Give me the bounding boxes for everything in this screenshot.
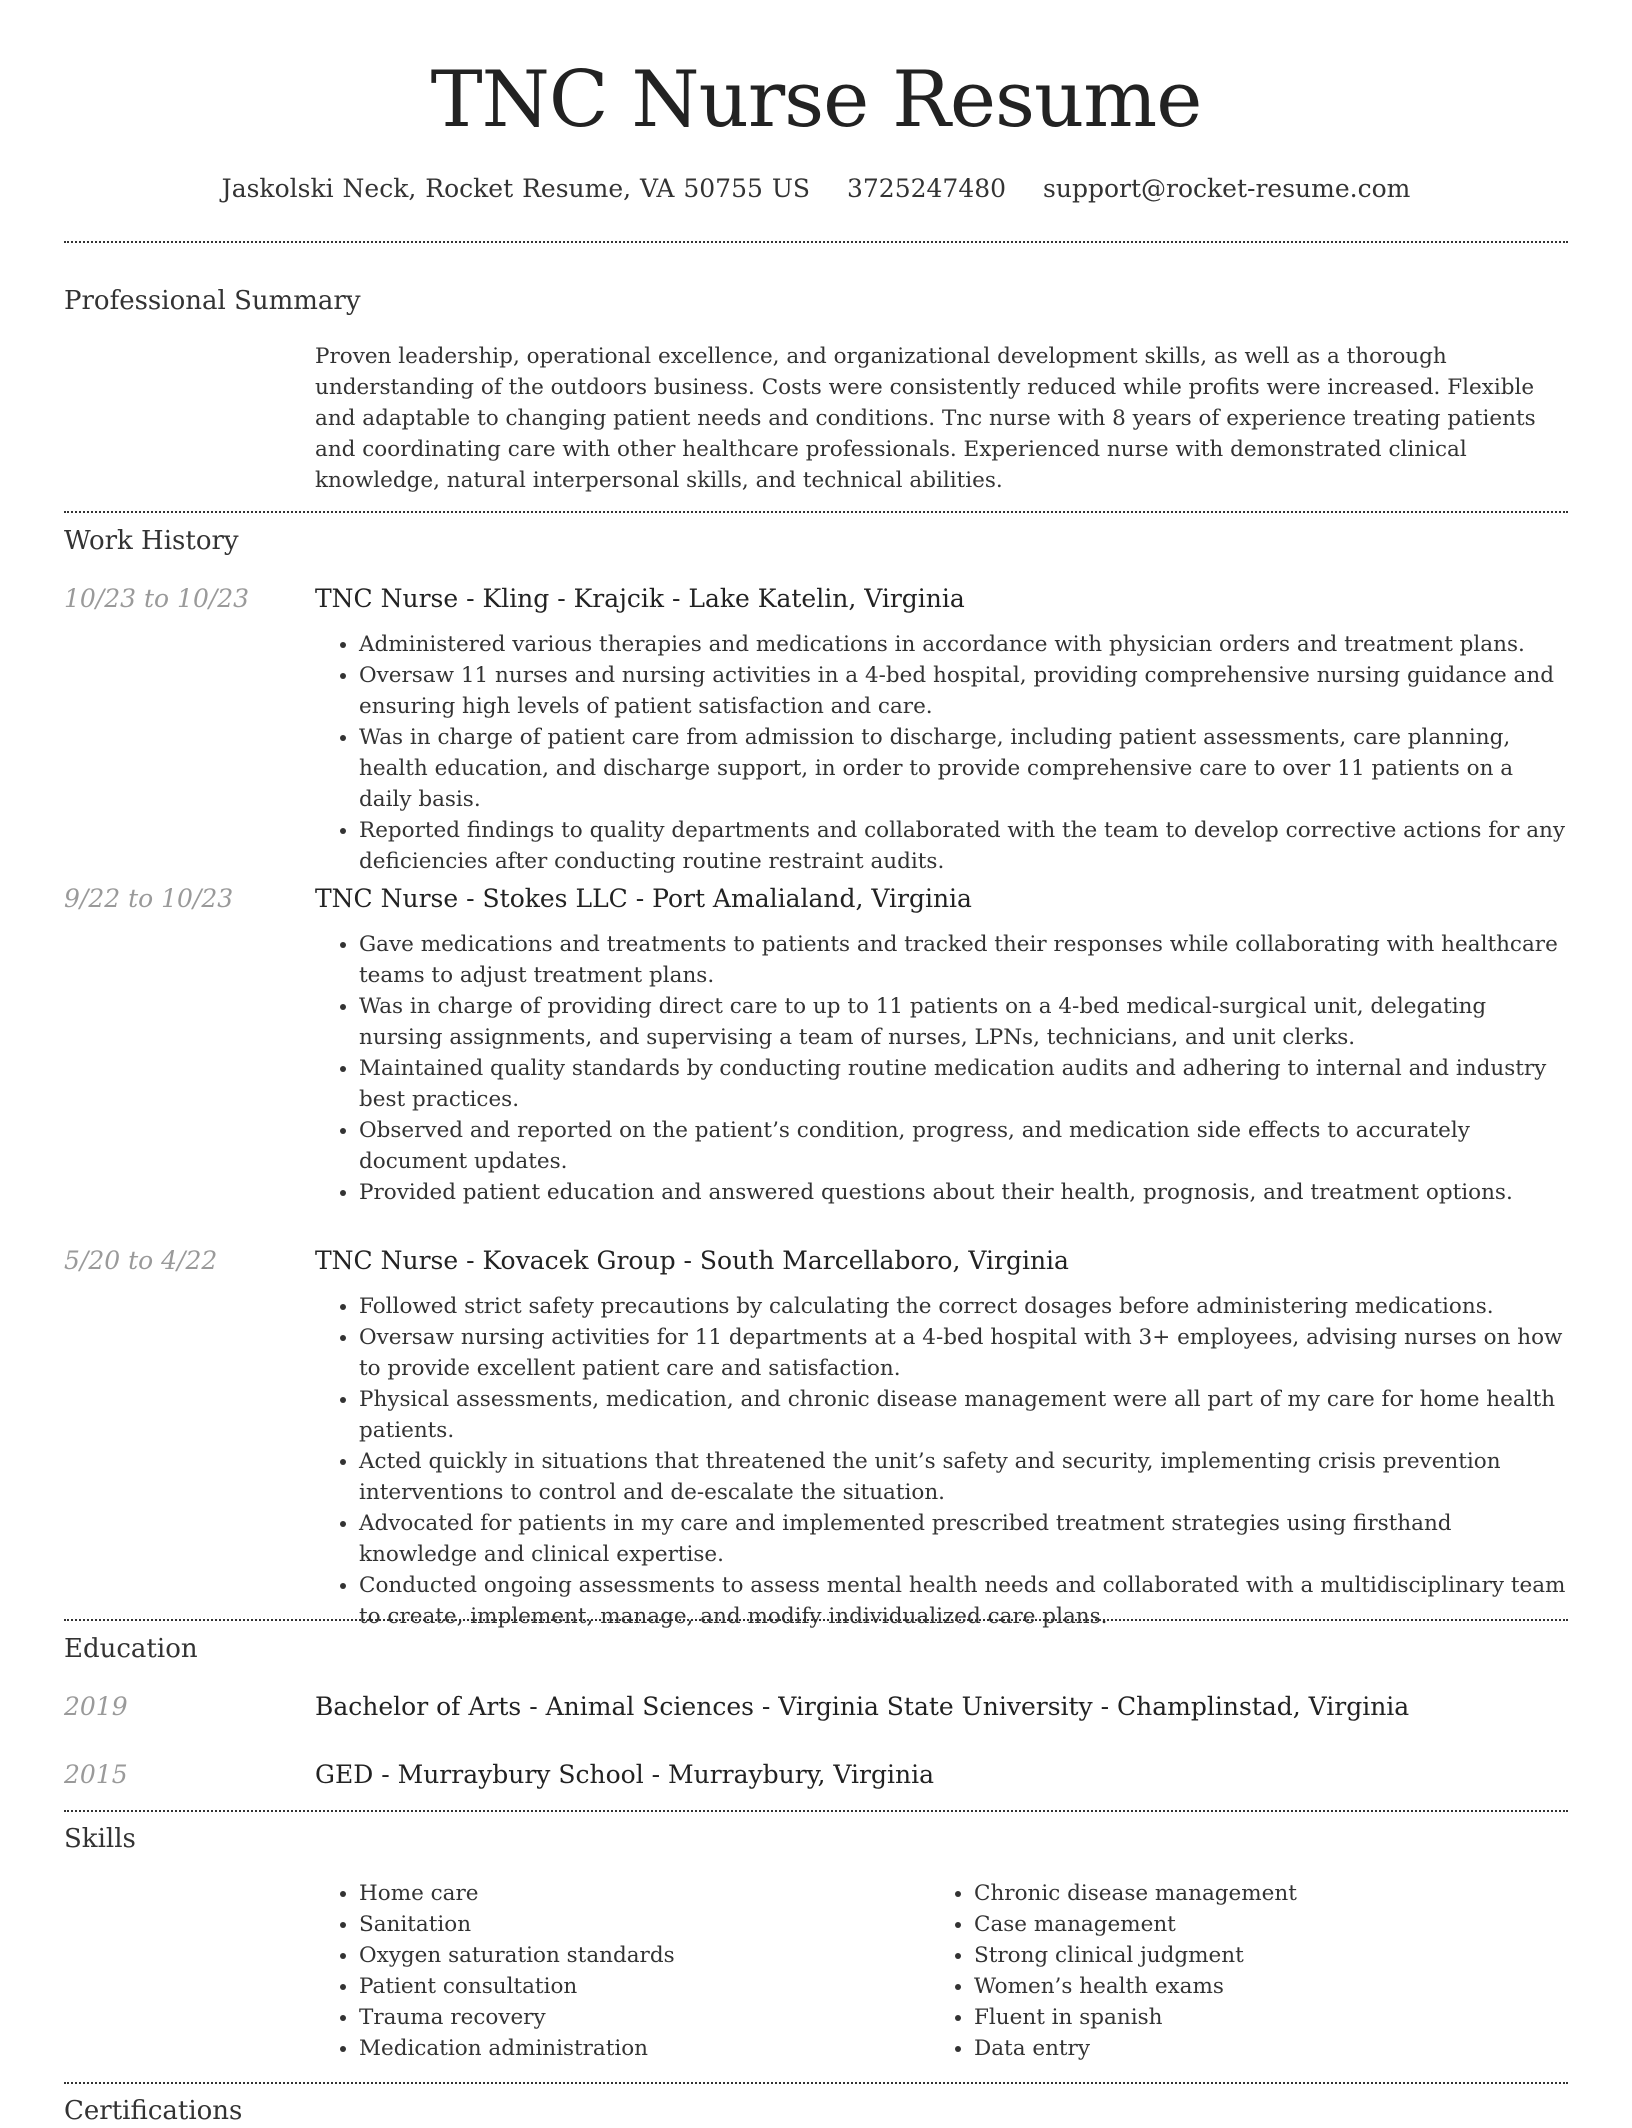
contact-phone: 3725247480	[847, 174, 1007, 203]
job-dates: 9/22 to 10/23	[64, 884, 234, 913]
section-title-work: Work History	[64, 526, 239, 556]
job-heading: TNC Nurse - Kovacek Group - South Marcellaboro, Virginia	[315, 1246, 1069, 1275]
job-bullet: • Conducted ongoing assessments to assess mental health needs and collaborated with a multidisciplinary team to create, implement, manage, and modify individualized care plans.	[359, 1570, 1568, 1632]
skills-list-right	[930, 1878, 1530, 2064]
job-heading: TNC Nurse - Stokes LLC - Port Amalialand, Virginia	[315, 884, 972, 913]
skill-item: • Chronic disease management	[974, 1878, 1530, 1909]
section-title-summary: Professional Summary	[64, 286, 361, 316]
education-entry: Bachelor of Arts - Animal Sciences - Virginia State University - Champlinstad, Virginia	[315, 1692, 1410, 1721]
job-bullets	[315, 1291, 1568, 1632]
job-bullet: • Was in charge of patient care from admission to discharge, including patient assessments, care planning, health education, and discharge support, in order to provide comprehensive care to over 11 patients on a daily basis.	[359, 722, 1568, 815]
divider	[64, 1619, 1568, 1621]
job-bullet: • Observed and reported on the patient’s condition, progress, and medication side effects to accurately document updates.	[359, 1115, 1568, 1177]
skill-item: • Data entry	[974, 2033, 1530, 2064]
section-title-certifications: Certifications	[64, 2096, 243, 2126]
summary-block	[315, 341, 1568, 496]
divider	[64, 511, 1568, 513]
job-dates: 5/20 to 4/22	[64, 1246, 218, 1275]
contact-address: Jaskolski Neck, Rocket Resume, VA 50755 US	[221, 174, 811, 203]
skill-item: • Strong clinical judgment	[974, 1940, 1530, 1971]
education-year: 2019	[64, 1692, 128, 1721]
divider	[64, 241, 1568, 243]
summary-text: Proven leadership, operational excellence, and organizational development skills, as well as a thorough understanding of the outdoors business. Costs were consistently reduced while profits were increased. Flexible and adaptable to changing patient needs and conditions. Tnc nurse with 8 years of experience treating patients and coordinating care with other healthcare professionals. Experienced nurse with demonstrated clinical knowledge, natural interpersonal skills, and technical abilities.	[315, 344, 1536, 493]
job-entry	[315, 582, 1568, 877]
skill-item: • Medication administration	[359, 2033, 915, 2064]
skill-item: • Oxygen saturation standards	[359, 1940, 915, 1971]
divider	[64, 2082, 1568, 2084]
section-title-skills: Skills	[64, 1824, 136, 1854]
skill-item: • Women’s health exams	[974, 1971, 1530, 2002]
contact-email: support@rocket-resume.com	[1043, 174, 1411, 203]
section-title-education: Education	[64, 1634, 198, 1664]
job-bullet: • Followed strict safety precautions by calculating the correct dosages before administering medications.	[359, 1291, 1568, 1322]
skills-bullets	[315, 1878, 915, 2064]
skill-item: • Fluent in spanish	[974, 2002, 1530, 2033]
job-dates: 10/23 to 10/23	[64, 584, 250, 613]
job-bullets	[315, 629, 1568, 877]
job-heading: TNC Nurse - Kling - Krajcik - Lake Katelin, Virginia	[315, 584, 965, 613]
skills-list-left	[315, 1878, 915, 2064]
job-bullet: • Physical assessments, medication, and chronic disease management were all part of my care for home health patients.	[359, 1384, 1568, 1446]
contact-line	[64, 170, 1568, 208]
job-bullet: • Oversaw nursing activities for 11 departments at a 4-bed hospital with 3+ employees, advising nurses on how to provide excellent patient care and satisfaction.	[359, 1322, 1568, 1384]
skill-item: • Trauma recovery	[359, 2002, 915, 2033]
job-bullets	[315, 929, 1568, 1208]
resume-name: TNC Nurse Resume	[430, 55, 1202, 145]
job-bullet: • Gave medications and treatments to patients and tracked their responses while collaborating with healthcare teams to adjust treatment plans.	[359, 929, 1568, 991]
job-bullet: • Reported findings to quality departments and collaborated with the team to develop corrective actions for any deficiencies after conducting routine restraint audits.	[359, 815, 1568, 877]
job-entry	[315, 882, 1568, 1208]
job-bullet: • Administered various therapies and medications in accordance with physician orders and treatment plans.	[359, 629, 1568, 660]
job-bullet: • Provided patient education and answered questions about their health, prognosis, and treatment options.	[359, 1177, 1568, 1208]
skill-item: • Case management	[974, 1909, 1530, 1940]
job-bullet: • Maintained quality standards by conducting routine medication audits and adhering to internal and industry best practices.	[359, 1053, 1568, 1115]
skill-item: • Patient consultation	[359, 1971, 915, 2002]
job-bullet: • Oversaw 11 nurses and nursing activities in a 4-bed hospital, providing comprehensive nursing guidance and ensuring high levels of patient satisfaction and care.	[359, 660, 1568, 722]
skill-item: • Sanitation	[359, 1909, 915, 1940]
skills-bullets	[930, 1878, 1530, 2064]
education-year: 2015	[64, 1760, 128, 1789]
education-entry: GED - Murraybury School - Murraybury, Virginia	[315, 1760, 934, 1789]
job-entry	[315, 1244, 1568, 1632]
skill-item: • Home care	[359, 1878, 915, 1909]
job-bullet: • Acted quickly in situations that threatened the unit’s safety and security, implementing crisis prevention interventions to control and de-escalate the situation.	[359, 1446, 1568, 1508]
job-bullet: • Advocated for patients in my care and implemented prescribed treatment strategies using firsthand knowledge and clinical expertise.	[359, 1508, 1568, 1570]
job-bullet: • Was in charge of providing direct care to up to 11 patients on a 4-bed medical-surgical unit, delegating nursing assignments, and supervising a team of nurses, LPNs, technicians, and unit clerks.	[359, 991, 1568, 1053]
divider	[64, 1810, 1568, 1812]
